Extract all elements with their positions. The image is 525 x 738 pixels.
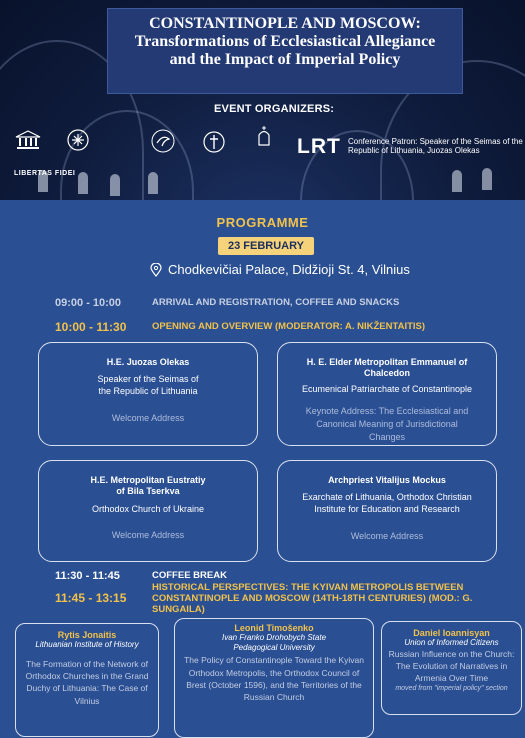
panel-speaker-affiliation: Lithuanian Institute of History xyxy=(35,640,139,649)
title-line-2: Transformations of Ecclesiastical Allegiance xyxy=(134,33,436,50)
speaker-role: Ecumenical Patriarchate of Constantinople xyxy=(301,383,473,394)
panel-talk-title: Russian Influence on the Church: The Evolution of Narratives in Armenia Over Time xyxy=(388,648,515,684)
date-badge: 23 FEBRUARY xyxy=(218,237,314,255)
hero-banner xyxy=(0,0,525,200)
venue xyxy=(150,262,410,277)
conference-patron: Conference Patron: Speaker of the Seimas of the Republic of Lithuania, Juozas Olekas xyxy=(348,137,523,156)
organizer-logo xyxy=(150,128,176,154)
window-decoration xyxy=(110,174,120,196)
speaker-card xyxy=(277,460,497,562)
title-line-1: CONSTANTINOPLE AND MOSCOW: xyxy=(149,15,421,32)
church-icon xyxy=(255,125,273,147)
museum-icon xyxy=(15,130,41,150)
window-decoration xyxy=(482,168,492,190)
speaker-role: Exarchate of Lithuania, Orthodox Christian Institute for Education and Research xyxy=(302,492,472,514)
title-box xyxy=(107,8,463,94)
schedule-desc: HISTORICAL PERSPECTIVES: THE KYIVAN METROPOLIS BETWEEN CONSTANTINOPLE AND MOSCOW (14TH-18TH CENTURIES) (MOD.: G. SUNGAILA) xyxy=(152,582,473,615)
schedule-time: 09:00 - 10:00 xyxy=(55,297,122,309)
organizers-label: EVENT ORGANIZERS: xyxy=(214,103,335,115)
panel-card xyxy=(15,623,159,737)
panel-speaker-affiliation: Union of Informed Citizens xyxy=(404,638,499,647)
speaker-name: Archpriest Vitalijus Mockus xyxy=(328,475,446,485)
schedule-time: 10:00 - 11:30 xyxy=(55,320,127,334)
speaker-name: H. E. Elder Metropolitan Emmanuel of Chalcedon xyxy=(306,357,468,379)
speaker-card xyxy=(38,342,258,446)
speaker-note: Welcome Address xyxy=(111,412,185,423)
speaker-note: Welcome Address xyxy=(350,530,424,541)
speaker-name: H.E. Metropolitan Eustratiy of Bila Tserkva xyxy=(90,475,206,497)
speaker-role: Orthodox Church of Ukraine xyxy=(91,503,205,514)
schedule-time: 11:30 - 11:45 xyxy=(55,570,120,582)
window-decoration xyxy=(452,170,462,192)
knot-icon xyxy=(66,128,90,152)
organizer-logo xyxy=(15,130,41,150)
panel-speaker-affiliation: Ivan Franko Drohobych State Pedagogical University xyxy=(221,633,327,652)
window-decoration xyxy=(78,172,88,194)
speaker-card xyxy=(38,460,258,562)
organizer-logo xyxy=(255,125,273,147)
schedule-time: 11:45 - 13:15 xyxy=(55,591,127,605)
panel-speaker-name: Rytis Jonaitis xyxy=(57,630,117,640)
speaker-card xyxy=(277,342,497,446)
panel-talk-title: The Policy of Constantinople Toward the Kyivan Orthodox Metropolis, the Orthodox Council of Brest (October 1596), and the Territories of the Russian Church xyxy=(184,655,364,703)
venue-text: Chodkevičiai Palace, Didžioji St. 4, Vilnius xyxy=(168,262,410,277)
panel-talk-title: The Formation of the Network of Orthodox Churches in the Grand Duchy of Lithuania: The Case of Vilnius xyxy=(25,658,149,706)
cross-emblem-icon xyxy=(202,130,226,154)
speaker-note: Welcome Address xyxy=(111,530,185,541)
schedule-desc: OPENING AND OVERVIEW (MODERATOR: A. NIKŽENTAITIS) xyxy=(152,321,426,332)
libertas-fidei-logo: LIBERTAS FIDEI xyxy=(14,170,76,177)
organizer-logo xyxy=(202,130,226,154)
title-line-3: and the Impact of Imperial Policy xyxy=(169,51,401,68)
speaker-role: Speaker of the Seimas of the Republic of Lithuania xyxy=(97,374,199,396)
schedule-desc: ARRIVAL AND REGISTRATION, COFFEE AND SNACKS xyxy=(152,297,400,308)
organizer-logo xyxy=(66,128,90,152)
panel-card xyxy=(174,618,374,738)
programme-heading: PROGRAMME xyxy=(216,215,309,230)
speaker-note: Keynote Address: The Ecclesiastical and Canonical Meaning of Jurisdictional Changes xyxy=(305,406,469,443)
panel-speaker-name: Daniel Ioannisyan xyxy=(413,628,490,638)
panel-speaker-name: Leonid Timošenko xyxy=(234,623,314,633)
dove-icon xyxy=(150,128,176,154)
location-pin-icon xyxy=(150,263,162,277)
window-decoration xyxy=(148,172,158,194)
panel-moved-note: moved from "imperial policy" section xyxy=(395,684,508,692)
panel-card xyxy=(381,621,522,715)
schedule-desc: COFFEE BREAK xyxy=(152,570,227,581)
lrt-logo: LRT xyxy=(297,135,341,158)
speaker-name: H.E. Juozas Olekas xyxy=(106,357,190,367)
